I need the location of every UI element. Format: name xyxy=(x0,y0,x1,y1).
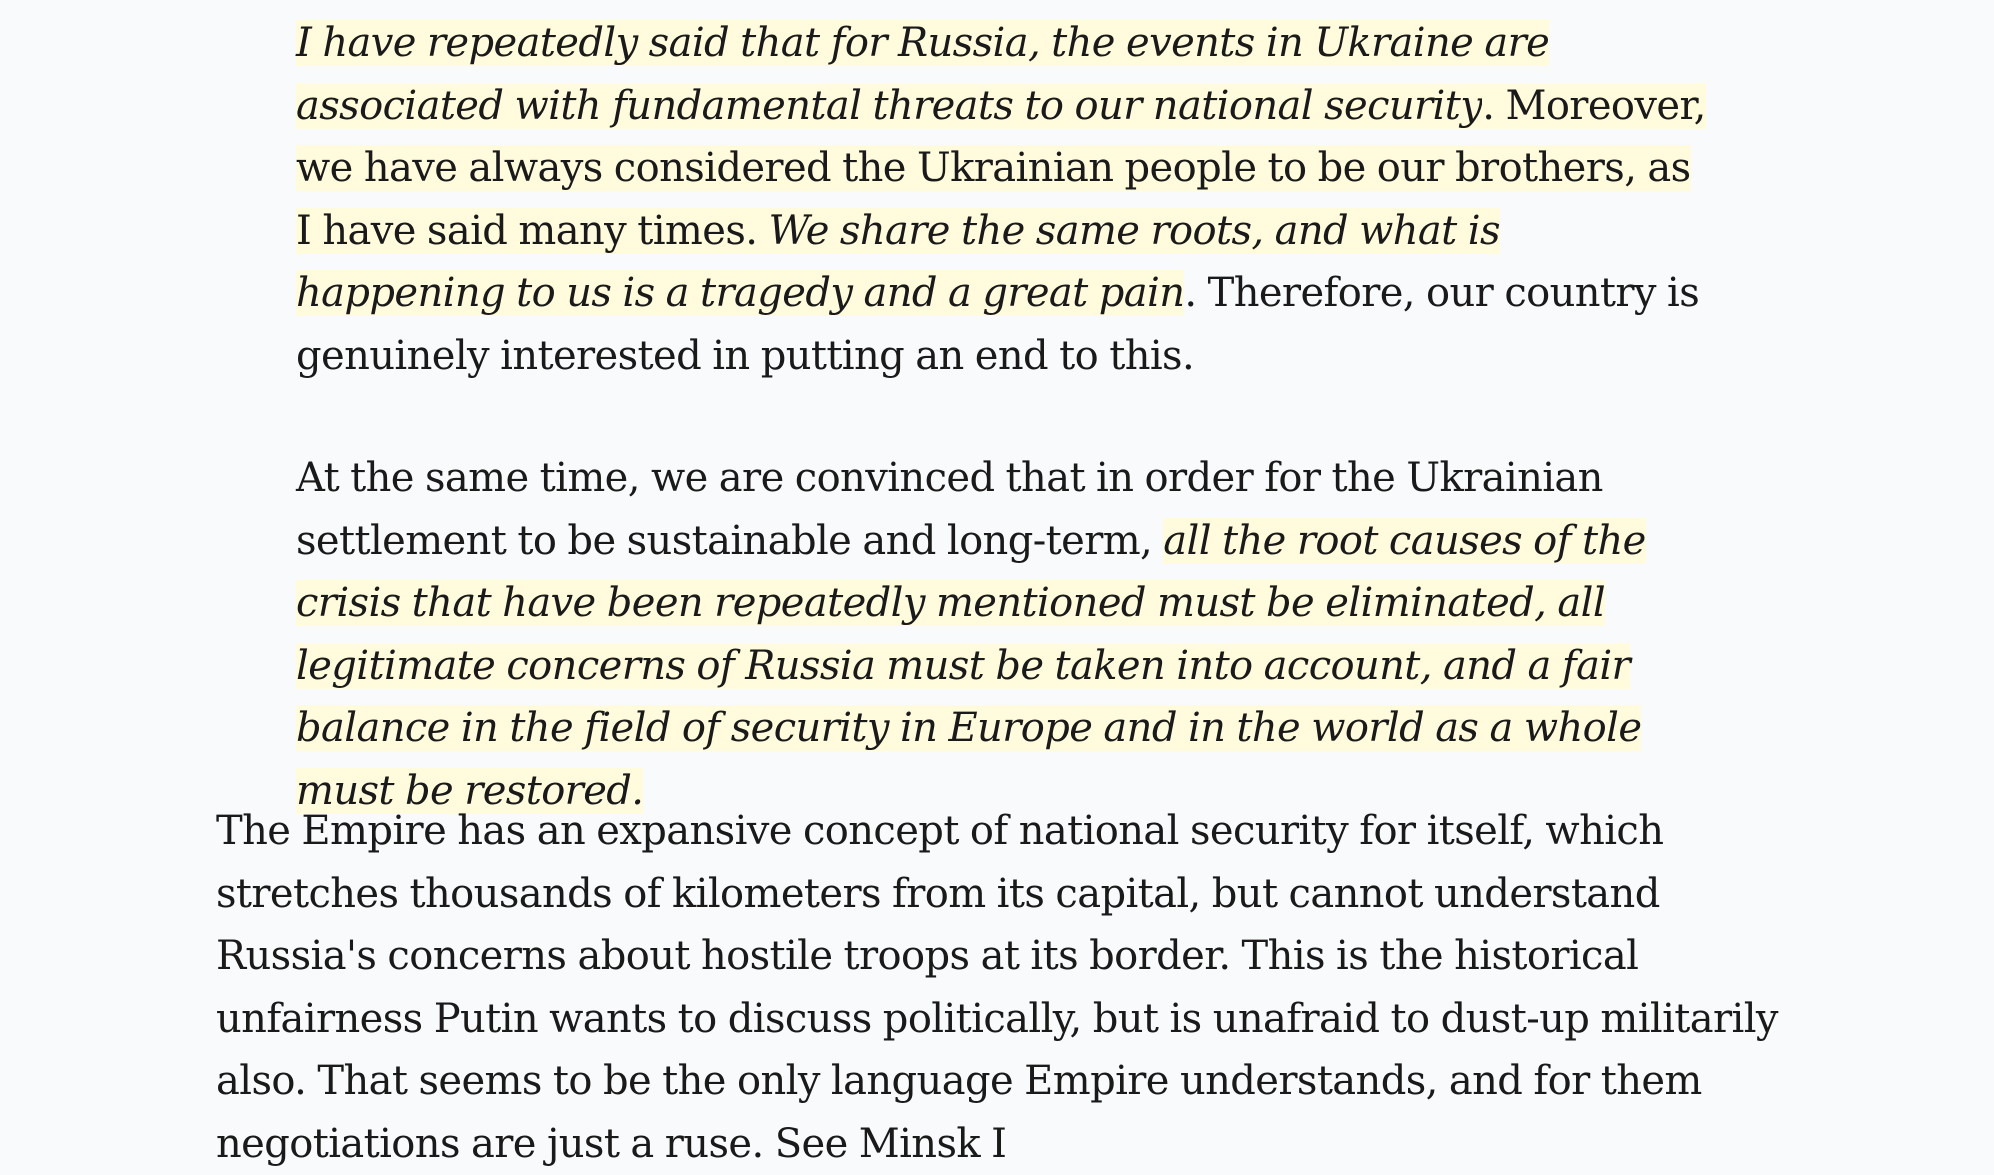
blockquote-paragraph-2 xyxy=(296,447,1716,822)
blockquote-paragraph-1 xyxy=(296,12,1716,387)
highlighted-quote-segment: We share the same roots, and what is happening to us is a tragedy and a great pain xyxy=(296,207,1500,316)
plain-segment: At the same time, we are convinced that in order for the Ukrainian settlement to be sustainable and long-term, xyxy=(296,455,1603,564)
commentary-paragraph: The Empire has an expansive concept of national security for itself, which stretches thousands of kilometers from its capital, but cannot understand Russia's concerns about hostile troops at its border. This is the historical unfairness Putin wants to discuss politically, but is unafraid to dust-up militarily also. That seems to be the only language Empire understands, and for them negotiations are just a ruse. See Minsk I xyxy=(216,808,1778,1167)
highlighted-quote-segment: all the root causes of the crisis that have been repeatedly mentioned must be eliminated, all legitimate concerns of Russia must be taken into account, and a fair balance in the field of security in Europe and in the world as a whole must be restored. xyxy=(296,517,1646,814)
highlighted-plain-segment: . Moreover, we have always considered the Ukrainian people to be our brothers, as I have said many times. xyxy=(296,82,1706,254)
highlighted-quote-segment: I have repeatedly said that for Russia, the events in Ukraine are associated with fundamental threats to our national security xyxy=(296,20,1550,129)
plain-segment: . Therefore, our country is genuinely interested in putting an end to this. xyxy=(296,270,1700,379)
